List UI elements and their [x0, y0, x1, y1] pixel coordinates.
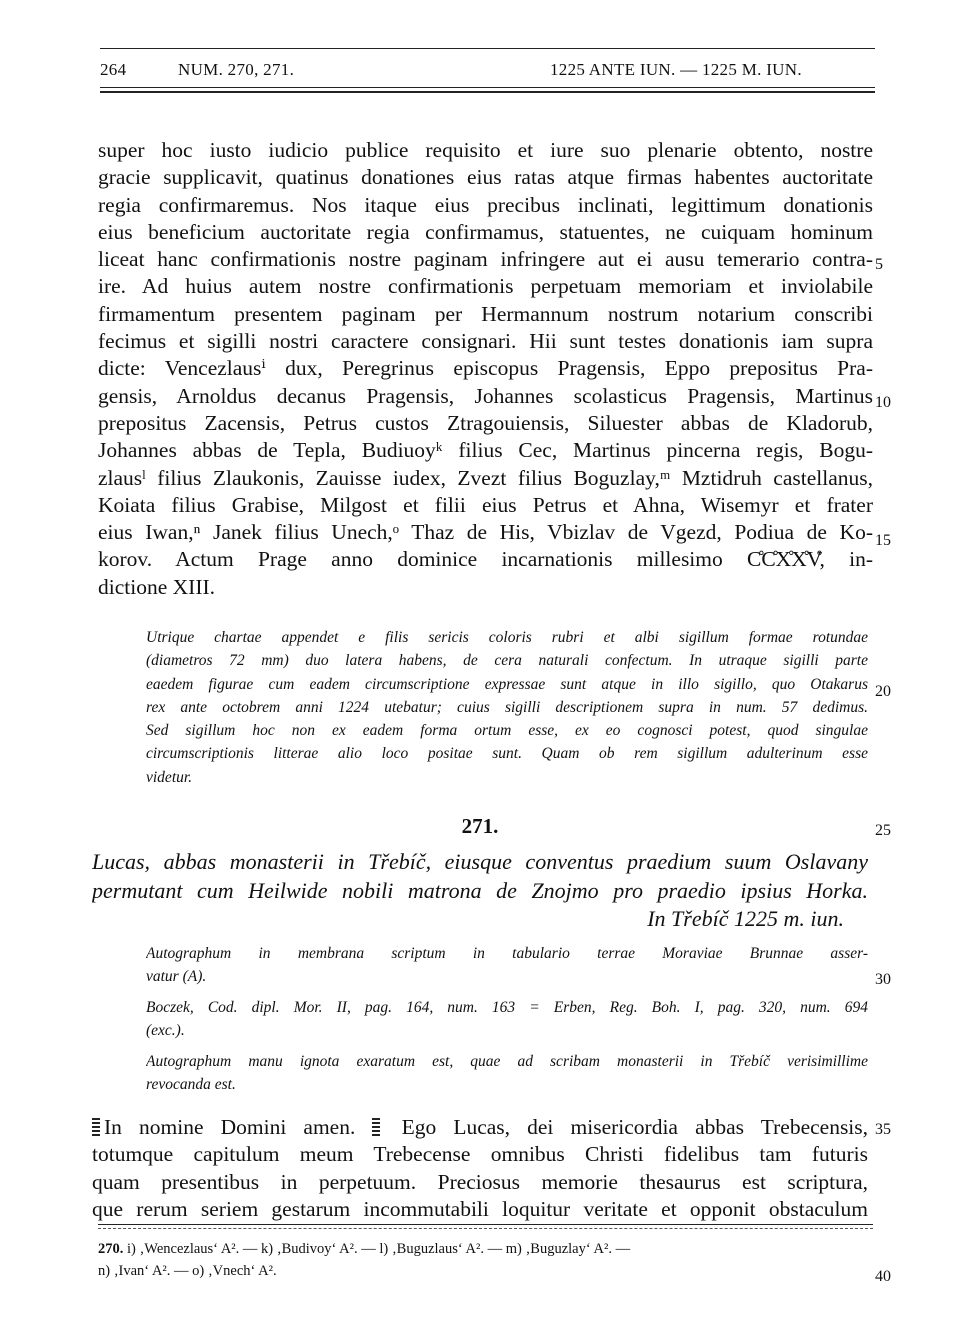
note-line: Autographum in membrana scriptum in tabulario terrae Moraviae Brunnae asser-: [146, 945, 868, 962]
note-line: videtur.: [146, 768, 193, 786]
header-date-range: 1225 ANTE IUN. — 1225 M. IUN.: [550, 60, 802, 79]
text-line: fecimus et sigilli nostri caractere consignari. Hii sunt testes donationis iam supra: [98, 329, 873, 354]
note-line: eaedem figurae cum eadem circumscriptione expressae sunt atque in illo sigillo, quo Otakarus: [146, 675, 868, 693]
text-line: regia confirmaremus. Nos itaque eius precibus inclinati, legittimum donationis: [98, 192, 873, 217]
note-line: Utrique chartae appendet e filis sericis coloris rubri et albi sigillum formae rotundae: [146, 629, 868, 646]
text-line: que rerum seriem gestarum incommutabili loquitur veritate et opponit obstaculum: [92, 1196, 868, 1221]
invocation: In nomine Domini amen.: [104, 1115, 356, 1139]
line-number: 10: [875, 394, 891, 411]
apparatus-footnotes: [98, 1238, 868, 1282]
text-line: quam presentibus in perpetuum. Preciosus memorie thesaurus est scriptura,: [92, 1169, 868, 1194]
line-number: 20: [875, 683, 891, 700]
header-rule-thin: [100, 87, 875, 88]
note-line: circumscriptionis litterae alio loco positae sunt. Quam ob rem sigillum adulterinum esse: [146, 745, 868, 763]
note-line: Autographum manu ignota exaratum est, quae ad scribam monasterii in Třebíč verisimillime: [146, 1053, 868, 1070]
text-line: totumque capitulum meum Trebecense omnibus Christi fidelibus tam futuris: [92, 1142, 868, 1167]
regest-line: Lucas, abbas monasterii in Třebíč, eiusque conventus praedium suum Oslavany: [92, 849, 868, 874]
text-line: super hoc iusto iudicio publice requisito et iure suo plenarie obtento, nostre: [98, 138, 873, 162]
header-doc-numbers: NUM. 270, 271.: [178, 60, 295, 79]
text-line: eius Iwan,ⁿ Janek filius Unech,ᵒ Thaz de His, Vbizlav de Vgezd, Podiua de Ko-: [98, 520, 873, 545]
archival-notes-271: [146, 942, 868, 989]
charter-270-text: [98, 137, 873, 601]
text-line: gracie supplicavit, quatinus donationes eius ratas atque firmas habentes auctoritate: [98, 165, 873, 190]
running-header: [100, 60, 875, 84]
footnote-rule: [98, 1224, 873, 1225]
footnote-line: [98, 1238, 868, 1260]
text-line: Johannes abbas de Tepla, Budiuoyᵏ filius Cec, Martinus pincerna regis, Bogu-: [98, 438, 873, 463]
page-number: 264: [100, 60, 127, 79]
charter-271-text: [92, 1114, 868, 1223]
intitulatio: Ego Lucas, dei misericordia abbas Trebecensis,: [401, 1115, 868, 1139]
text-line: zlausˡ filius Zlaukonis, Zauisse iudex, Zvezt filius Boguzlay,ᵐ Mztidruh castellanus,: [98, 465, 873, 490]
place-date: In Třebíč 1225 m. iun.: [647, 906, 844, 931]
note-line: (exc.).: [146, 1022, 185, 1040]
scribe-notes-271: [146, 1050, 868, 1097]
text-line: dicte: Vencezlausⁱ dux, Peregrinus episcopus Pragensis, Eppo prepositus Pra-: [98, 356, 873, 381]
regest-271: [92, 848, 868, 934]
header-rule-top: [100, 48, 875, 49]
text-line: eius beneficium auctoritate regia confirmamus, statuentes, ne cuiquam hominum: [98, 219, 873, 244]
seal-description: [146, 626, 868, 789]
note-line: rex ante octobrem anni 1224 utebatur; cuius sigilli descriptionem supra in num. 57 dedimus.: [146, 698, 868, 716]
note-line: vatur (A).: [146, 968, 207, 986]
footnote-label: 270.: [98, 1241, 124, 1257]
line-number: 15: [875, 532, 891, 549]
ornament-icon: [92, 1118, 100, 1136]
text-line: dictione XIII.: [98, 574, 216, 599]
text-line: Koiata filius Grabise, Milgost et filii eius Petrus et Ahna, Wisemyr et frater: [98, 492, 873, 517]
line-number: 30: [875, 971, 891, 988]
edition-notes-271: [146, 996, 868, 1043]
text-line: ire. Ad huius autem nostre confirmationis perpetuam memoriam et inviolabile: [98, 274, 873, 299]
footnote-rule-dashed: [98, 1228, 873, 1229]
note-line: Sed sigillum hoc non ex eadem forma ortum esse, ex eo cognosci potest, quod singulae: [146, 722, 868, 740]
text-line: [92, 1114, 868, 1141]
text-line: liceat hanc confirmationis nostre paginam infringere aut ei ausu temerario contra-: [98, 247, 873, 272]
note-line: (diametros 72 mm) duo latera habens, de cera naturali confectum. In utraque sigilli parte: [146, 652, 868, 670]
text-line: prepositus Zacensis, Petrus custos Ztragouiensis, Siluester abbas de Kladorub,: [98, 410, 873, 435]
note-line: Boczek, Cod. dipl. Mor. II, pag. 164, num. 163 = Erben, Reg. Boh. I, pag. 320, num. 694: [146, 999, 868, 1016]
line-number: 5: [875, 256, 883, 273]
ornament-icon: [372, 1118, 380, 1136]
header-rule-thick: [100, 91, 875, 93]
note-line: revocanda est.: [146, 1076, 236, 1094]
regest-line: permutant cum Heilwide nobili matrona de Znojmo pro praedio ipsius Horka.: [92, 877, 868, 903]
text-line: firmamentum presentem paginam per Hermannum nostrum notarium conscribi: [98, 301, 873, 326]
line-number: 35: [875, 1121, 891, 1138]
text-line: korov. Actum Prage anno dominice incarnationis millesimo C̊C̊X̊X̊V̊, in-: [98, 547, 873, 572]
footnote-line: n) ‚Ivan‘ A². — o) ‚Vnech‘ A².: [98, 1263, 277, 1279]
document-number-271: 271.: [461, 814, 499, 838]
footnote-text: i) ‚Wencezlaus‘ A². — k) ‚Budivoy‘ A². — l) ‚Buguzlaus‘ A². — m) ‚Buguzlay‘ A². —: [127, 1241, 631, 1257]
line-number: 40: [875, 1268, 891, 1285]
line-number: 25: [875, 822, 891, 839]
text-line: gensis, Arnoldus decanus Pragensis, Johannes scolasticus Pragensis, Martinus: [98, 383, 873, 408]
